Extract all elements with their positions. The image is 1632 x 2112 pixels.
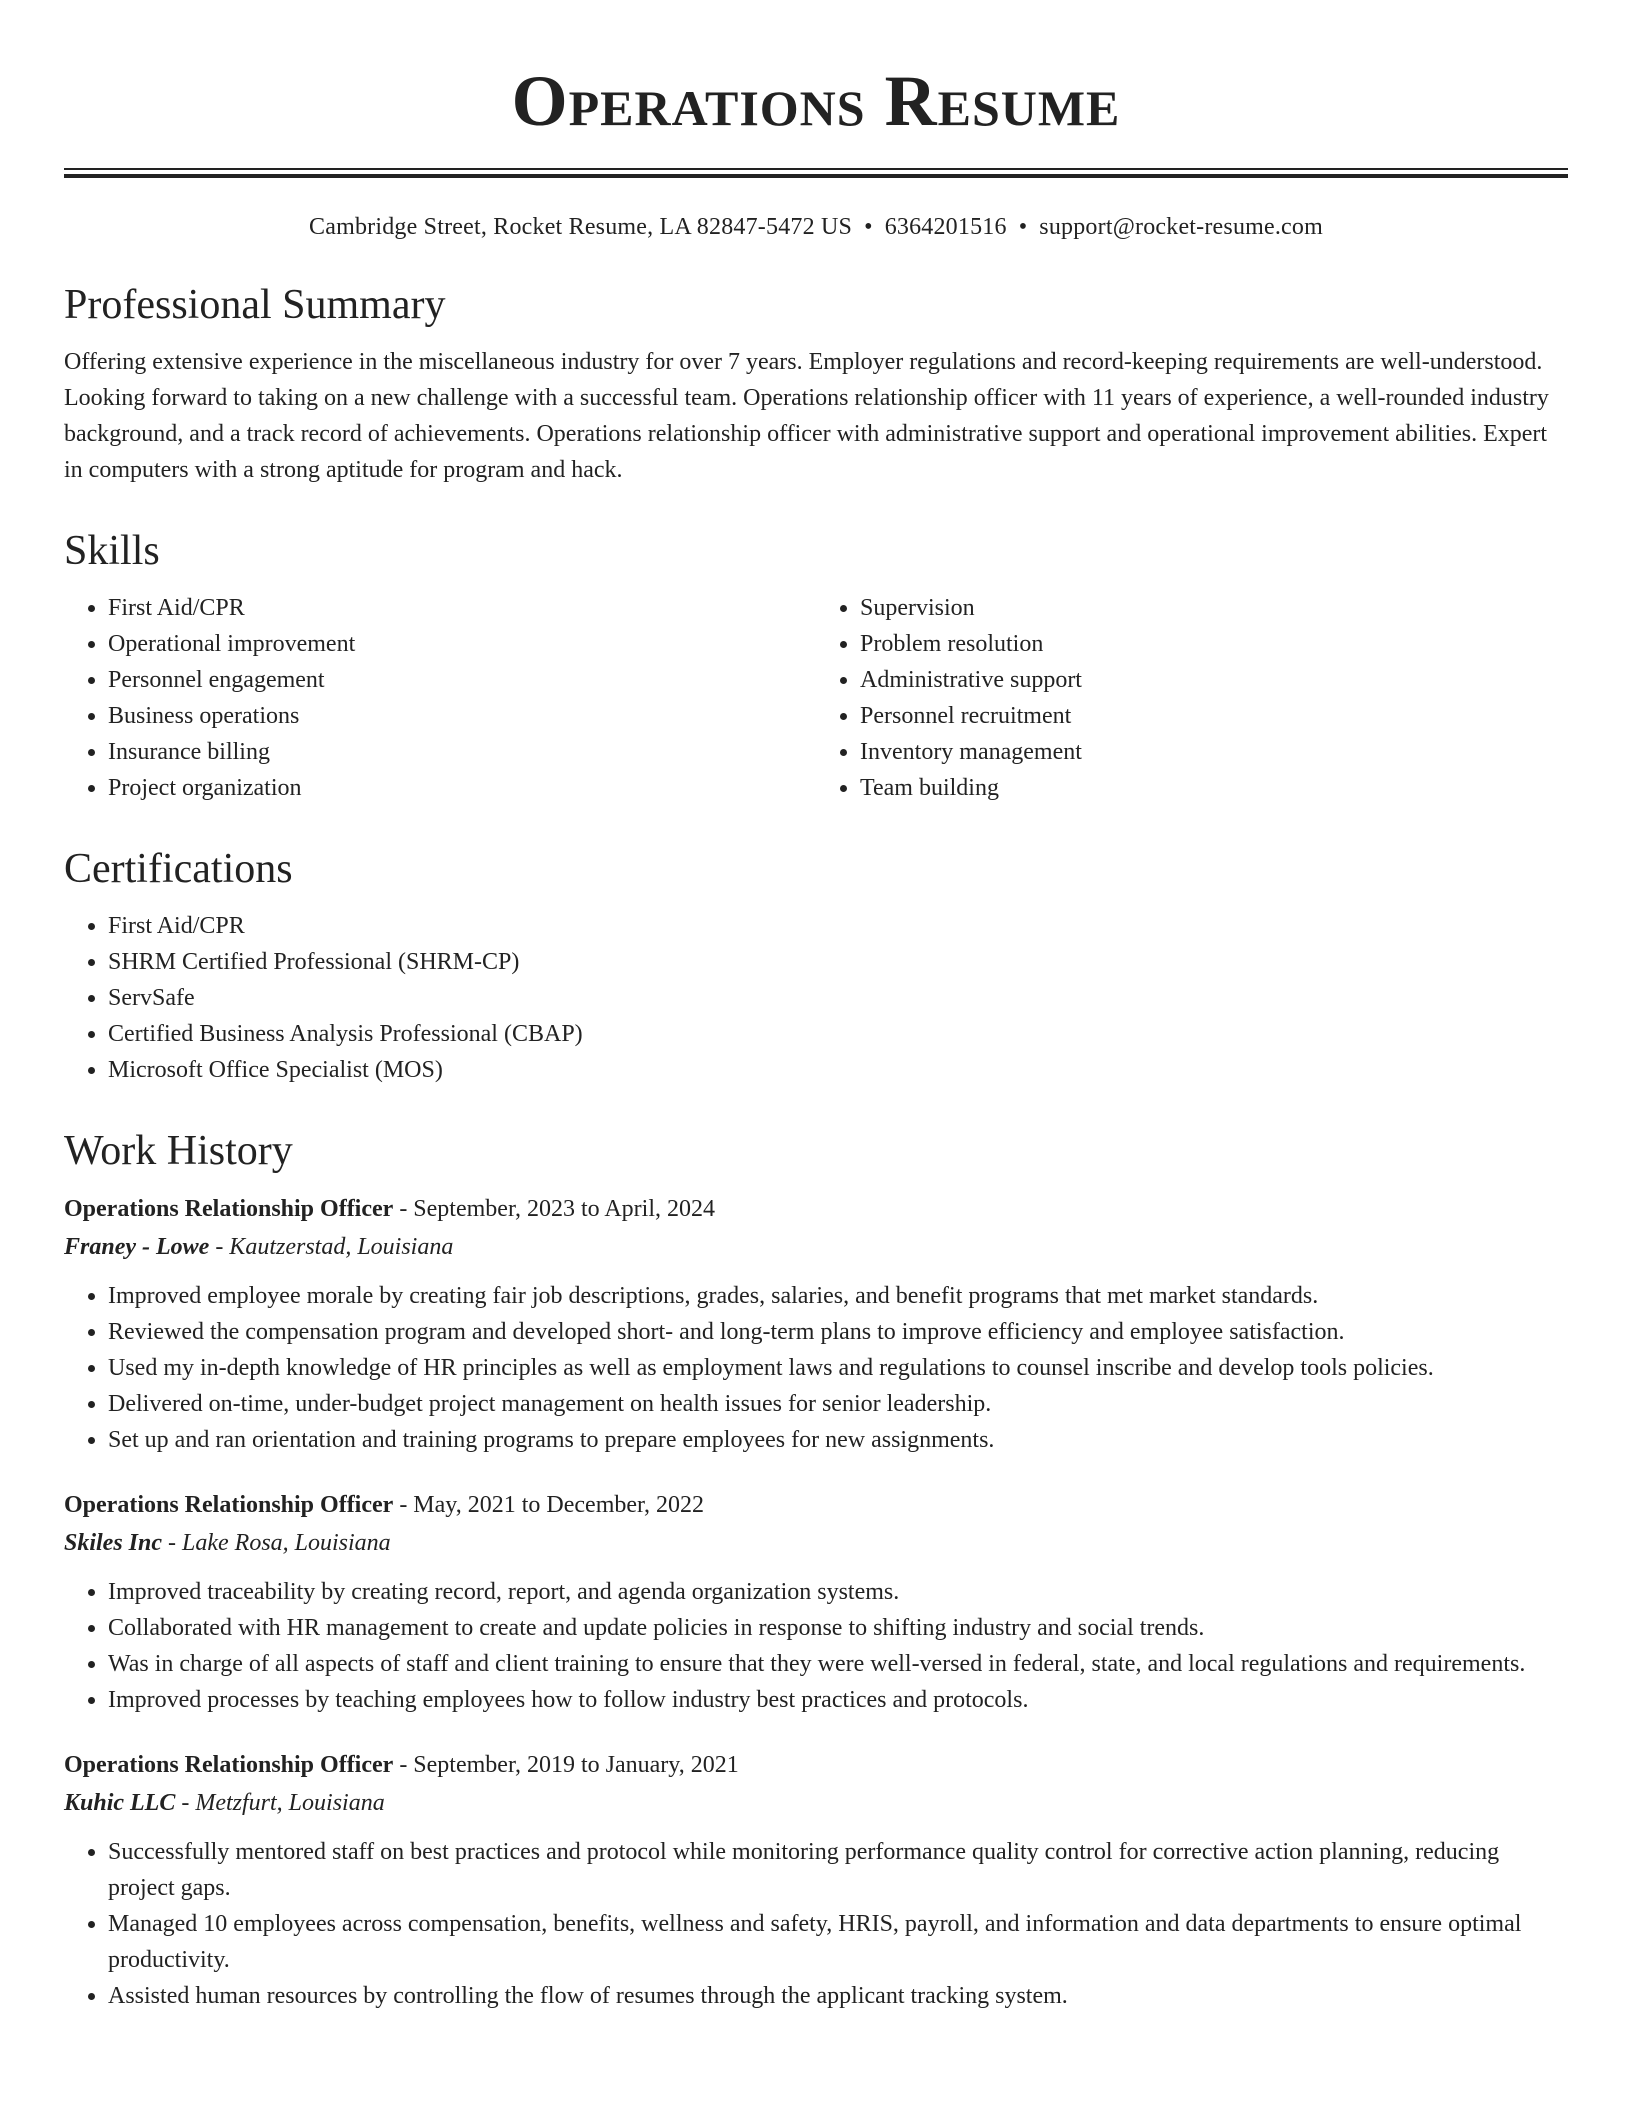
contact-email[interactable]: support@rocket-resume.com bbox=[1039, 214, 1323, 240]
job-bullet: • Delivered on-time, under-budget project management on health issues for senior leadership. bbox=[108, 1386, 1568, 1422]
job-location: - Lake Rosa, Louisiana bbox=[162, 1530, 391, 1556]
skill-item: • First Aid/CPR bbox=[108, 590, 816, 626]
job-dates: - May, 2021 to December, 2022 bbox=[393, 1492, 705, 1518]
job-bullet: • Reviewed the compensation program and developed short- and long-term plans to improve efficiency and employee satisfaction. bbox=[108, 1314, 1568, 1350]
contact-separator: • bbox=[864, 214, 873, 240]
contact-separator: • bbox=[1018, 214, 1028, 240]
skill-item: • Supervision bbox=[860, 590, 1568, 626]
certifications-section bbox=[64, 844, 1568, 1088]
skill-item: • Project organization bbox=[108, 770, 816, 806]
resume-title: Operations Resume bbox=[511, 61, 1121, 141]
skill-item: • Operational improvement bbox=[108, 626, 816, 662]
job-bullet: • Improved traceability by creating record, report, and agenda organization systems. bbox=[108, 1574, 1568, 1610]
certification-item: • First Aid/CPR bbox=[108, 908, 1568, 944]
skill-item: • Insurance billing bbox=[108, 734, 816, 770]
skills-columns bbox=[64, 590, 1568, 806]
summary-heading: Professional Summary bbox=[64, 282, 446, 328]
contact-line bbox=[64, 212, 1568, 242]
certifications-list bbox=[64, 908, 1568, 1088]
skills-heading: Skills bbox=[64, 528, 160, 574]
skills-section bbox=[64, 526, 1568, 806]
skill-item: • Administrative support bbox=[860, 662, 1568, 698]
skill-item: • Personnel recruitment bbox=[860, 698, 1568, 734]
job-bullet: • Improved processes by teaching employees how to follow industry best practices and protocols. bbox=[108, 1682, 1568, 1718]
work-history-heading: Work History bbox=[64, 1128, 293, 1174]
job-entry bbox=[64, 1190, 1568, 1458]
job-company: Skiles Inc bbox=[64, 1530, 163, 1556]
job-bullets bbox=[64, 1278, 1568, 1458]
job-bullets bbox=[64, 1834, 1568, 2014]
job-bullet: • Used my in-depth knowledge of HR principles as well as employment laws and regulations to counsel inscribe and develop tools policies. bbox=[108, 1350, 1568, 1386]
certification-item: • Microsoft Office Specialist (MOS) bbox=[108, 1052, 1568, 1088]
job-bullet: • Set up and ran orientation and training programs to prepare employees for new assignments. bbox=[108, 1422, 1568, 1458]
title-double-rule bbox=[64, 168, 1568, 178]
skill-item: • Problem resolution bbox=[860, 626, 1568, 662]
job-company-line bbox=[64, 1524, 1568, 1562]
job-title: Operations Relationship Officer bbox=[64, 1492, 394, 1518]
job-company: Franey - Lowe bbox=[64, 1234, 210, 1260]
job-bullet: • Assisted human resources by controlling the flow of resumes through the applicant tracking system. bbox=[108, 1978, 1568, 2014]
work-history-section bbox=[64, 1126, 1568, 2014]
summary-section bbox=[64, 280, 1568, 488]
contact-address: Cambridge Street, Rocket Resume, LA 82847-5472 US bbox=[309, 214, 853, 240]
job-title: Operations Relationship Officer bbox=[64, 1752, 394, 1778]
job-dates: - September, 2023 to April, 2024 bbox=[393, 1196, 715, 1222]
job-dates: - September, 2019 to January, 2021 bbox=[393, 1752, 739, 1778]
job-title-line bbox=[64, 1190, 1568, 1228]
contact-phone[interactable]: 6364201516 bbox=[884, 214, 1007, 240]
skill-item: • Team building bbox=[860, 770, 1568, 806]
certification-item: • SHRM Certified Professional (SHRM-CP) bbox=[108, 944, 1568, 980]
skill-item: • Inventory management bbox=[860, 734, 1568, 770]
job-company: Kuhic LLC bbox=[64, 1790, 176, 1816]
job-company-line bbox=[64, 1228, 1568, 1266]
job-location: - Kautzerstad, Louisiana bbox=[209, 1234, 454, 1260]
skill-item: • Business operations bbox=[108, 698, 816, 734]
job-location: - Metzfurt, Louisiana bbox=[175, 1790, 385, 1816]
certification-item: • Certified Business Analysis Professional (CBAP) bbox=[108, 1016, 1568, 1052]
job-bullet: • Was in charge of all aspects of staff and client training to ensure that they were well-versed in federal, state, and local regulations and requirements. bbox=[108, 1646, 1568, 1682]
job-title-line bbox=[64, 1486, 1568, 1524]
job-bullet: • Managed 10 employees across compensation, benefits, wellness and safety, HRIS, payroll, and information and data departments to ensure optimal productivity. bbox=[108, 1906, 1568, 1978]
job-title-line bbox=[64, 1746, 1568, 1784]
job-bullet: • Successfully mentored staff on best practices and protocol while monitoring performance quality control for corrective action planning, reducing project gaps. bbox=[108, 1834, 1568, 1906]
job-title: Operations Relationship Officer bbox=[64, 1196, 394, 1222]
certifications-heading: Certifications bbox=[64, 846, 293, 892]
job-entry bbox=[64, 1486, 1568, 1718]
job-bullet: • Collaborated with HR management to create and update policies in response to shifting industry and social trends. bbox=[108, 1610, 1568, 1646]
job-entry bbox=[64, 1746, 1568, 2014]
certification-item: • ServSafe bbox=[108, 980, 1568, 1016]
job-bullets bbox=[64, 1574, 1568, 1718]
job-bullet: • Improved employee morale by creating fair job descriptions, grades, salaries, and benefit programs that met market standards. bbox=[108, 1278, 1568, 1314]
job-company-line bbox=[64, 1784, 1568, 1822]
skills-list-right bbox=[816, 590, 1568, 806]
summary-text: Offering extensive experience in the miscellaneous industry for over 7 years. Employer regulations and record-keeping requirements are well-understood. Looking forward to taking on a new challenge with a successful team. Operations relationship officer with 11 years of experience, a well-rounded industry background, and a track record of achievements. Operations relationship officer with administrative support and operational improvement abilities. Expert in computers with a strong aptitude for program and hack. bbox=[64, 349, 1549, 483]
skill-item: • Personnel engagement bbox=[108, 662, 816, 698]
skills-list-left bbox=[64, 590, 816, 806]
